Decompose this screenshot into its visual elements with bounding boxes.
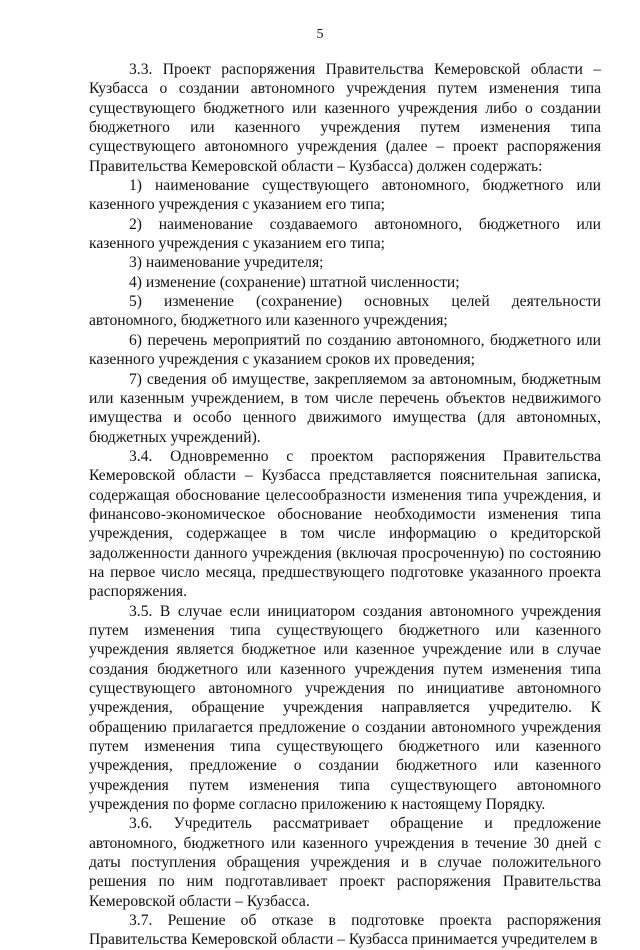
paragraph-3-3: 3.3. Проект распоряжения Правительства Кемеровской области – Кузбасса о создании автономного учреждения путем изменения типа существующего бюджетного или казенного учреждения либо о создании бюджетного или казенного учреждения путем изменения типа существующего автономного учреждения (далее – проект распоряжения Правительства Кемеровской области – Кузбасса) должен содержать: (89, 61, 601, 175)
paragraph-3-6: 3.6. Учредитель рассматривает обращение и предложение автономного, бюджетного или казенного учреждения в течение 30 дней с даты поступления обращения учреждения и в случае положительного решения по ним подготавливает проект распоряжения Правительства Кемеровской области – Кузбасса. (89, 815, 601, 910)
document-body (89, 60, 601, 950)
page-number: 5 (316, 27, 324, 42)
paragraph-3-7: 3.7. Решение об отказе в подготовке проекта распоряжения Правительства Кемеровской области – Кузбасса принимается учредителем в (89, 912, 601, 949)
list-item-1: 1) наименование существующего автономного, бюджетного или казенного учреждения с указанием его типа; (89, 177, 601, 214)
list-item-7: 7) сведения об имуществе, закрепляемом за автономным, бюджетным или казенным учреждением, в том числе перечень объектов недвижимого имущества и особо ценного движимого имущества (для автономных, бюджетных учреждений). (89, 370, 601, 446)
list-item-2: 2) наименование создаваемого автономного, бюджетного или казенного учреждения с указанием его типа; (89, 215, 601, 253)
list-item-3: 3) наименование учредителя; (129, 254, 324, 272)
list-item-6: 6) перечень мероприятий по созданию автономного, бюджетного или казенного учреждения с указанием сроков их проведения; (89, 331, 601, 369)
paragraph-3-4: 3.4. Одновременно с проектом распоряжения Правительства Кемеровской области – Кузбасса представляется пояснительная записка, содержащая обоснование целесообразности изменения типа учреждения, и финансово-экономическое обоснование необходимости изменения типа учреждения, содержащее в том числе информацию о кредиторской задолженности данного учреждения (включая просроченную) по состоянию на первое число месяца, предшествующего подготовке указанного проекта распоряжения. (89, 447, 601, 601)
list-item-5: 5) изменение (сохранение) основных целей деятельности автономного, бюджетного или казенного учреждения; (89, 293, 601, 330)
list-item-4: 4) изменение (сохранение) штатной численности; (129, 273, 460, 291)
paragraph-3-5: 3.5. В случае если инициатором создания автономного учреждения путем изменения типа существующего бюджетного или казенного учреждения является бюджетное или казенное учреждение или в случае создания бюджетного или казенного учреждения путем изменения типа существующего автономного учреждения по инициативе автономного учреждения, обращение учреждения направляется учредителю. К обращению прилагается предложение о создании автономного учреждения путем изменения типа существующего бюджетного или казенного учреждения, предложение о создании бюджетного или казенного учреждения путем изменения типа существующего автономного учреждения по форме согласно приложению к настоящему Порядку. (89, 602, 601, 814)
